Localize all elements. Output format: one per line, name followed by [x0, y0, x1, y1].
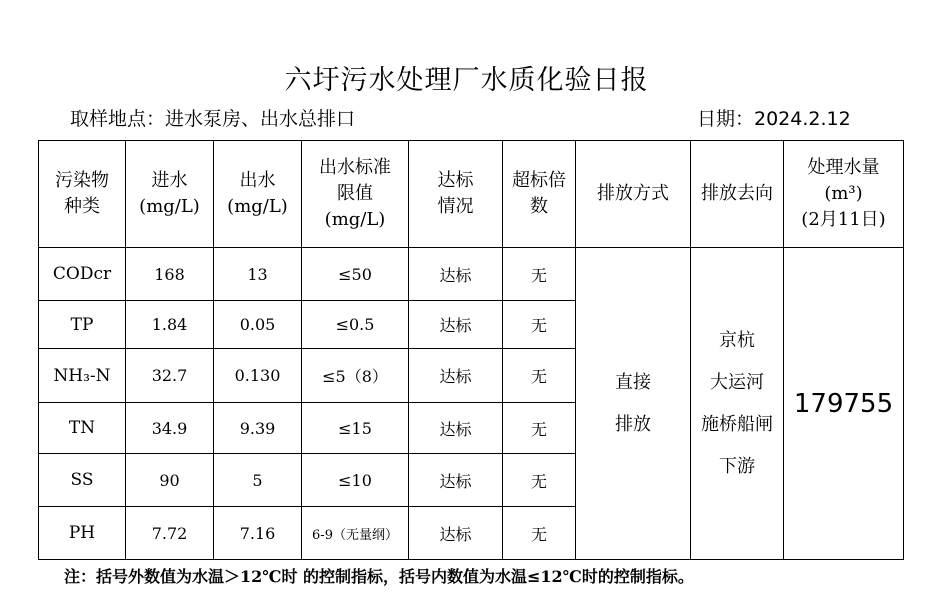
status-cell: 达标 — [409, 403, 503, 454]
status-cell: 达标 — [409, 248, 503, 301]
exceed-cell: 无 — [503, 507, 576, 560]
status-cell: 达标 — [409, 301, 503, 349]
param-cell: SS — [39, 454, 126, 507]
effluent-cell: 0.05 — [214, 301, 302, 349]
exceed-cell: 无 — [503, 349, 576, 403]
effluent-cell: 9.39 — [214, 403, 302, 454]
exceed-cell: 无 — [503, 403, 576, 454]
report-date: 日期：2024.2.12 — [697, 108, 851, 130]
effluent-cell: 7.16 — [214, 507, 302, 560]
param-cell: PH — [39, 507, 126, 560]
status-cell: 达标 — [409, 349, 503, 403]
report-title: 六圩污水处理厂水质化验日报 — [284, 65, 649, 96]
status-cell: 达标 — [409, 454, 503, 507]
standard-cell: 6-9（无量纲） — [302, 507, 409, 560]
exceed-cell: 无 — [503, 301, 576, 349]
footnote: 注：括号外数值为水温＞12℃时 的控制指标，括号内数值为水温≤12℃时的控制指标。 — [64, 567, 694, 586]
influent-cell: 168 — [126, 248, 214, 301]
influent-cell: 32.7 — [126, 349, 214, 403]
header-influent: 进水 (mg/L) — [126, 141, 214, 248]
standard-cell: ≤50 — [302, 248, 409, 301]
header-exceed: 超标倍 数 — [503, 141, 576, 248]
standard-cell: ≤5（8） — [302, 349, 409, 403]
header-volume: 处理水量 (m³) (2月11日) — [784, 141, 904, 248]
effluent-cell: 5 — [214, 454, 302, 507]
param-cell: NH₃-N — [39, 349, 126, 403]
influent-cell: 1.84 — [126, 301, 214, 349]
treated-volume-cell: 179755 — [784, 248, 904, 560]
effluent-cell: 0.130 — [214, 349, 302, 403]
header-row — [39, 141, 904, 248]
influent-cell: 34.9 — [126, 403, 214, 454]
exceed-cell: 无 — [503, 248, 576, 301]
param-cell: CODcr — [39, 248, 126, 301]
standard-cell: ≤10 — [302, 454, 409, 507]
influent-cell: 90 — [126, 454, 214, 507]
influent-cell: 7.72 — [126, 507, 214, 560]
header-pollutant: 污染物 种类 — [39, 141, 126, 248]
water-quality-table — [38, 140, 904, 560]
discharge-destination-cell: 京杭 大运河 施桥船闸 下游 — [691, 248, 784, 560]
param-cell: TN — [39, 403, 126, 454]
standard-cell: ≤15 — [302, 403, 409, 454]
table-row — [39, 248, 904, 301]
exceed-cell: 无 — [503, 454, 576, 507]
effluent-cell: 13 — [214, 248, 302, 301]
header-discharge-dest: 排放去向 — [691, 141, 784, 248]
param-cell: TP — [39, 301, 126, 349]
header-compliance: 达标 情况 — [409, 141, 503, 248]
header-effluent: 出水 (mg/L) — [214, 141, 302, 248]
header-discharge-method: 排放方式 — [576, 141, 691, 248]
sampling-location: 取样地点：进水泵房、出水总排口 — [70, 108, 356, 130]
status-cell: 达标 — [409, 507, 503, 560]
discharge-method-cell: 直接 排放 — [576, 248, 691, 560]
header-standard: 出水标准 限值 (mg/L) — [302, 141, 409, 248]
standard-cell: ≤0.5 — [302, 301, 409, 349]
